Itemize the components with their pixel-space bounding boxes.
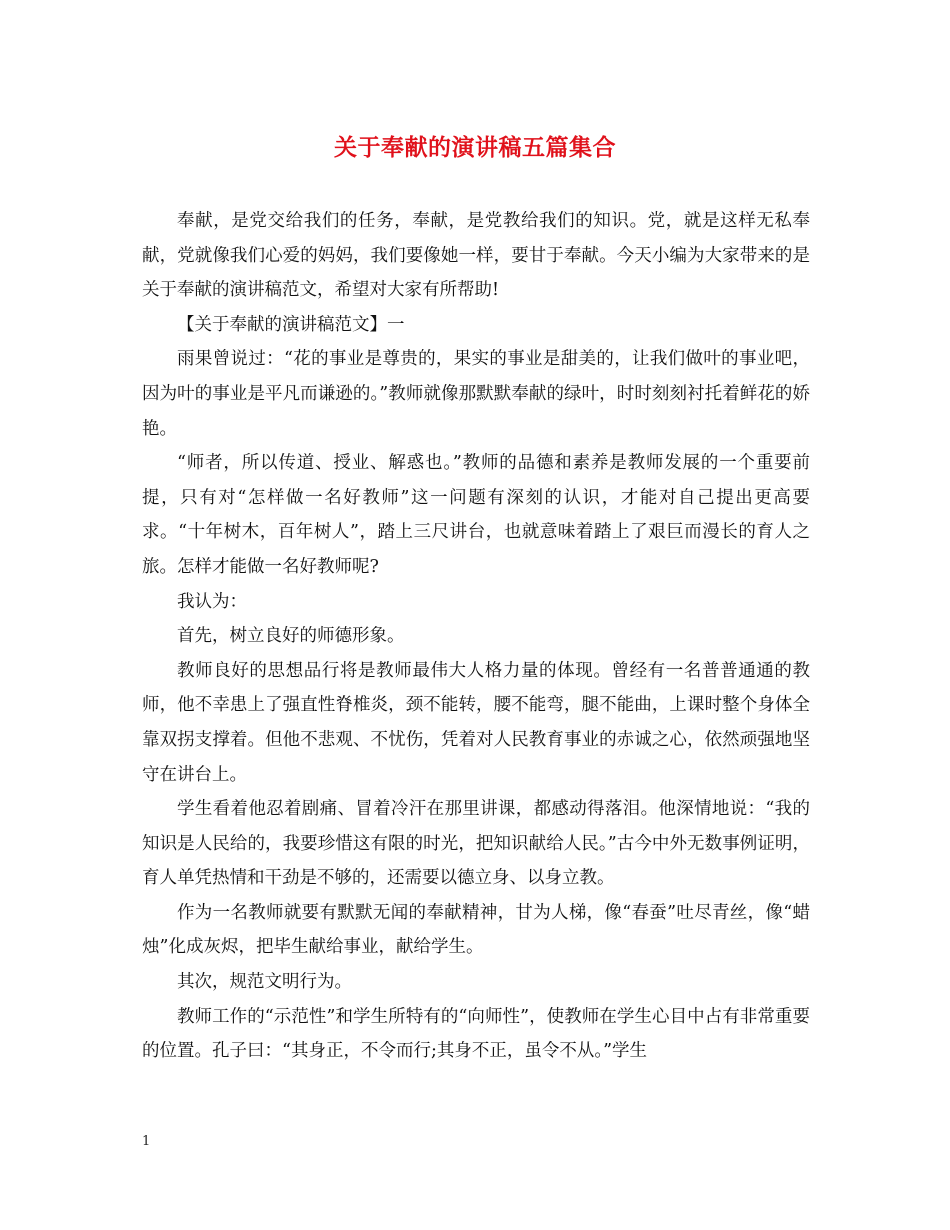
paragraph: 作为一名教师就要有默默无闻的奉献精神，甘为人梯，像“春蚕”吐尽青丝，像“蜡烛”化成灰烬，把毕生献给事业，献给学生。 <box>142 902 810 958</box>
document-title: 关于奉献的演讲稿五篇集合 <box>334 134 616 161</box>
paragraph: 我认为： <box>177 591 247 612</box>
page-number: 1 <box>142 1134 151 1149</box>
paragraph: 教师良好的思想品行将是教师最伟大人格力量的体现。曾经有一名普普通通的教师，他不幸患上了强直性脊椎炎，颈不能转，腰不能弯，腿不能曲，上课时整个身体全靠双拐支撑着。但他不悲观、不忧伤，凭着对人民教育事业的赤诚之心，依然顽强地坚守在讲台上。 <box>142 660 810 785</box>
paragraph: 雨果曾说过：“花的事业是尊贵的，果实的事业是甜美的，让我们做叶的事业吧，因为叶的事业是平凡而谦逊的。”教师就像那默默奉献的绿叶，时时刻刻衬托着鲜花的娇艳。 <box>142 349 810 439</box>
section-heading: 【关于奉献的演讲稿范文】一 <box>177 314 405 335</box>
paragraph: “师者，所以传道、授业、解惑也。”教师的品德和素养是教师发展的一个重要前提，只有对“怎样做一名好教师”这一问题有深刻的认识，才能对自己提出更高要求。“十年树木，百年树人”，踏上三尺讲台，也就意味着踏上了艰巨而漫长的育人之旅。怎样才能做一名好教师呢? <box>142 453 810 577</box>
paragraph: 首先，树立良好的师德形象。 <box>177 626 405 647</box>
paragraph: 教师工作的“示范性”和学生所特有的“向师性”，使教师在学生心目中占有非常重要的位置。孔子曰：“其身正，不令而行;其身不正，虽令不从。”学生 <box>142 1006 810 1062</box>
paragraph: 学生看着他忍着剧痛、冒着冷汗在那里讲课，都感动得落泪。他深情地说：“我的知识是人民给的，我要珍惜这有限的时光，把知识献给人民。”古今中外无数事例证明，育人单凭热情和干劲是不够的，还需要以德立身、以身立教。 <box>142 799 810 889</box>
document-body <box>142 204 810 1069</box>
paragraph: 其次，规范文明行为。 <box>177 972 352 993</box>
paragraph-intro: 奉献，是党交给我们的任务，奉献，是党教给我们的知识。党，就是这样无私奉献，党就像我们心爱的妈妈，我们要像她一样，要甘于奉献。今天小编为大家带来的是关于奉献的演讲稿范文，希望对大家有所帮助! <box>142 211 810 301</box>
